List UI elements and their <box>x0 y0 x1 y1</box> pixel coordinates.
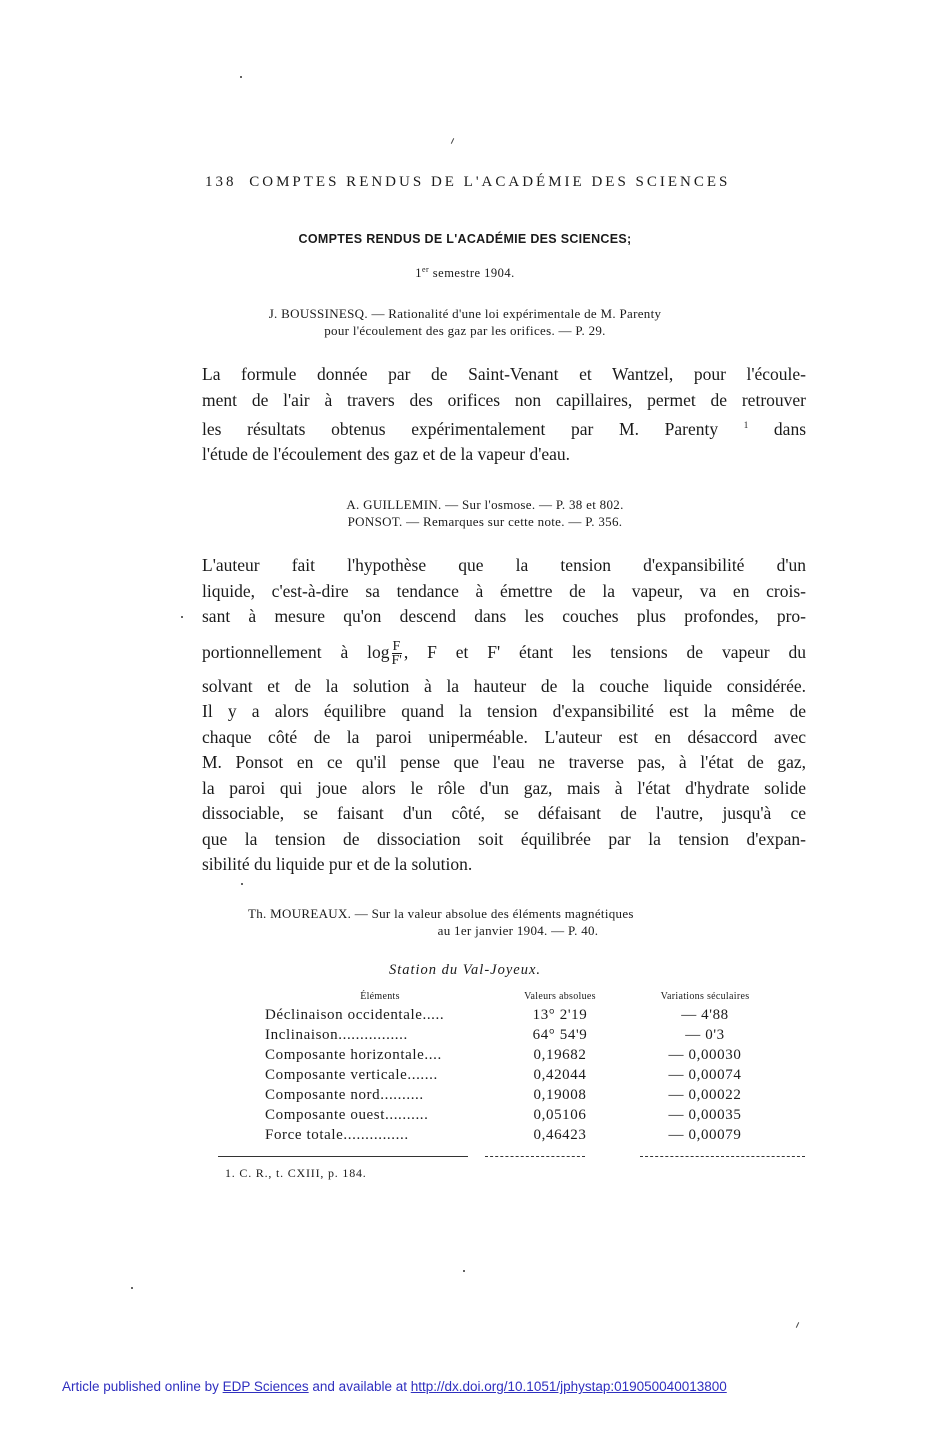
article3-heading <box>248 905 768 939</box>
article1-line3-text: les résultats obtenus expérimentalement par M. Parenty <box>202 418 719 439</box>
table-rule <box>218 1156 468 1157</box>
table-row-value: 0,42044 <box>533 1067 587 1083</box>
article2-heading <box>0 496 930 530</box>
article2-line4-end: , F et F' étant les tensions de vapeur du <box>403 641 806 662</box>
table-row-label: Force totale............... <box>265 1127 409 1143</box>
speck <box>463 1270 465 1272</box>
table-row-variation: — 0,00079 <box>668 1127 742 1143</box>
article1-line: l'étude de l'écoulement des gaz et de la vapeur d'eau. <box>202 444 571 465</box>
speck <box>796 1322 799 1328</box>
table-row-variation: — 0'3 <box>685 1027 725 1043</box>
article2-line: solvant et de la solution à la hauteur de la couche liquide considérée. <box>202 675 806 696</box>
column-header-elements: Éléments <box>360 991 400 1002</box>
column-header-variations: Variations séculaires <box>660 991 750 1002</box>
article1-body <box>202 362 806 468</box>
article2-line: la paroi qui joue alors le rôle d'un gaz, mais à l'état d'hydrate solide <box>202 777 806 798</box>
semester <box>0 265 930 281</box>
journal-title: COMPTES RENDUS DE L'ACADÉMIE DES SCIENCES; <box>298 232 632 246</box>
article1-line <box>202 413 806 442</box>
semester-sup: er <box>421 265 430 274</box>
running-head-title: COMPTES RENDUS DE L'ACADÉMIE DES SCIENCES <box>249 174 731 190</box>
article1-line3-end: dans <box>773 418 806 439</box>
article2-line: Il y a alors équilibre quand la tension d'expansibilité est la même de <box>202 701 806 721</box>
table-row-value: 0,19008 <box>533 1087 587 1103</box>
footnote-mark: 1 <box>743 420 749 430</box>
table-row-variation: — 0,00022 <box>668 1087 742 1103</box>
table-row-label: Inclinaison................ <box>265 1027 408 1043</box>
fraction-denominator: F' <box>391 652 402 668</box>
semester-number: 1 <box>415 266 422 281</box>
speck <box>241 883 243 885</box>
article1-heading-line2: pour l'écoulement des gaz par les orifices. — P. 29. <box>324 323 606 338</box>
table-row-label: Déclinaison occidentale..... <box>265 1007 445 1023</box>
table-row-variation: — 0,00030 <box>668 1047 742 1063</box>
article2-line4-start: portionnellement à log <box>202 641 390 662</box>
semester-text: semestre 1904. <box>429 266 515 281</box>
table-row-label: Composante verticale....... <box>265 1067 438 1083</box>
doi-link[interactable]: http://dx.doi.org/10.1051/jphystap:019050040013800 <box>410 1379 727 1394</box>
footer-prefix: Article published online by <box>62 1379 223 1394</box>
article2-heading-line1: A. GUILLEMIN. — Sur l'osmose. — P. 38 et 802. <box>346 497 624 512</box>
speck <box>240 76 242 78</box>
article2-body <box>202 553 806 878</box>
article2-heading-line2: PONSOT. — Remarques sur cette note. — P. 356. <box>347 514 623 529</box>
footer-middle: and available at <box>308 1379 411 1394</box>
fraction-numerator: F <box>392 638 401 654</box>
running-head <box>205 174 765 191</box>
page-number: 138 <box>205 174 237 190</box>
article3-heading-line1: Th. MOUREAUX. — Sur la valeur absolue des éléments magnétiques <box>248 906 634 921</box>
article2-line: que la tension de dissociation soit équilibrée par la tension d'expan- <box>202 828 806 849</box>
article1-heading-line1: J. BOUSSINESQ. — Rationalité d'une loi expérimentale de M. Parenty <box>268 306 662 321</box>
table-row-label: Composante nord.......... <box>265 1087 424 1103</box>
speck <box>181 616 183 618</box>
table-row-value: 64° 54'9 <box>532 1027 588 1043</box>
station-title: Station du Val-Joyeux. <box>388 962 542 978</box>
speck <box>451 138 454 144</box>
table-row-value: 0,46423 <box>533 1127 587 1143</box>
table-row-variation: — 0,00074 <box>668 1067 742 1083</box>
table-rule <box>485 1156 585 1157</box>
article2-line: L'auteur fait l'hypothèse que la tension d'expansibilité d'un <box>202 555 806 575</box>
article2-line: chaque côté de la paroi uniperméable. L'auteur est en désaccord avec <box>202 726 806 747</box>
article1-line: La formule donnée par de Saint-Venant et Wantzel, pour l'écoule- <box>202 364 806 384</box>
article1-heading <box>0 305 930 339</box>
table-row-value: 0,19682 <box>533 1047 587 1063</box>
footer <box>62 1379 727 1394</box>
speck <box>131 1287 133 1289</box>
article2-line: M. Ponsot en ce qu'il pense que l'eau ne traverse pas, à l'état de gaz, <box>202 752 806 772</box>
table-row-variation: — 0,00035 <box>668 1107 742 1123</box>
table-row-label: Composante ouest.......... <box>265 1107 429 1123</box>
fraction <box>392 640 402 667</box>
table-row-value: 13° 2'19 <box>532 1007 588 1023</box>
table-rule <box>640 1156 805 1157</box>
article2-line: dissociable, se faisant d'un côté, se défaisant de l'autre, jusqu'à ce <box>202 803 806 823</box>
article3-heading-line2: au 1er janvier 1904. — P. 40. <box>437 923 599 938</box>
table-row-label: Composante horizontale.... <box>265 1047 442 1063</box>
publisher-link[interactable]: EDP Sciences <box>222 1379 309 1394</box>
article2-line <box>202 630 806 674</box>
footnote: 1. C. R., t. CXIII, p. 184. <box>225 1166 367 1180</box>
table-row-variation: — 4'88 <box>681 1007 729 1023</box>
table-row-value: 0,05106 <box>533 1107 587 1123</box>
article2-line: sibilité du liquide pur et de la solution. <box>202 854 473 874</box>
article2-line: sant à mesure qu'on descend dans les couches plus profondes, pro- <box>202 606 806 626</box>
article1-line: ment de l'air à travers des orifices non capillaires, permet de retrouver <box>202 389 806 410</box>
article2-line: liquide, c'est-à-dire sa tendance à émettre de la vapeur, va en crois- <box>202 580 806 601</box>
column-header-values: Valeurs absolues <box>524 991 596 1002</box>
